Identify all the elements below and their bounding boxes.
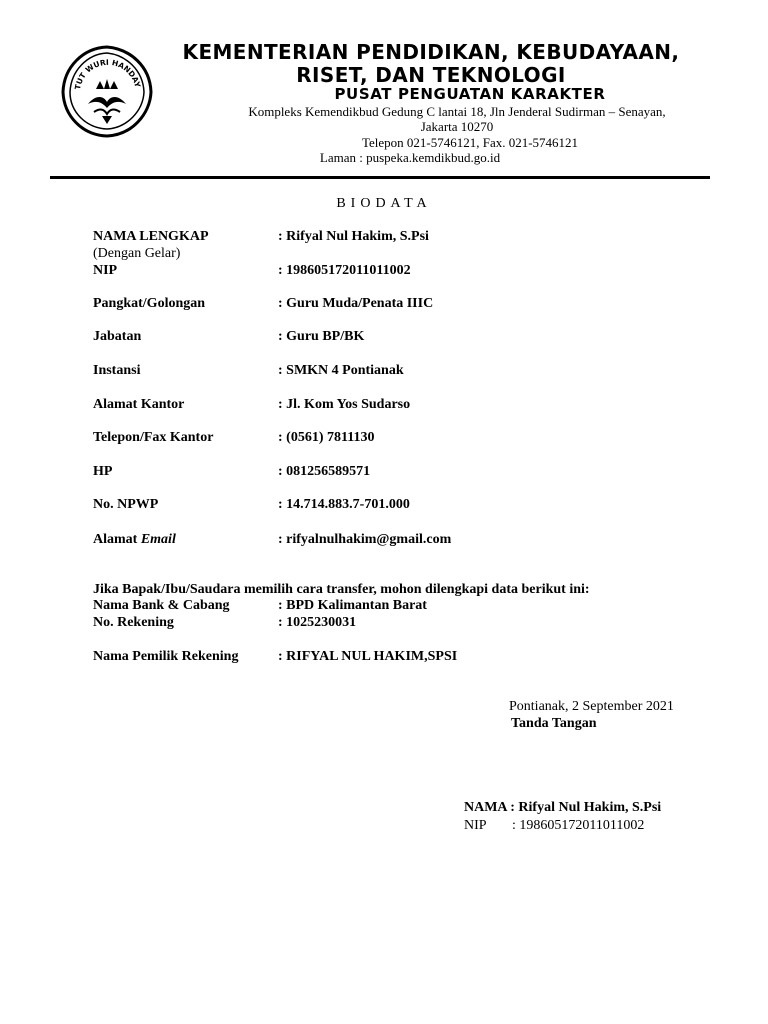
ministry-name-line1: KEMENTERIAN PENDIDIKAN, KEBUDAYAAN, (182, 40, 680, 64)
address-line2: Jakarta 10270 (420, 119, 494, 134)
signature-label: Tanda Tangan (511, 716, 597, 731)
signature-nip (464, 818, 645, 834)
field-label-plain: Alamat (93, 532, 141, 547)
field-value: : Guru Muda/Penata IIIC (278, 296, 434, 311)
field-label (93, 532, 176, 548)
signature-nip-value: : 198605172011011002 (512, 818, 645, 833)
field-label: Alamat Kantor (93, 397, 185, 412)
field-value: : rifyalnulhakim@gmail.com (278, 532, 452, 547)
field-label: Telepon/Fax Kantor (93, 430, 214, 445)
website: Laman : puspeka.kemdikbud.go.id (319, 150, 501, 165)
field-label: Jabatan (93, 329, 142, 344)
field-label: No. NPWP (93, 497, 159, 512)
field-value: : 081256589571 (278, 464, 371, 479)
ministry-name-line2: RISET, DAN TEKNOLOGI (296, 63, 566, 87)
field-value: : Rifyal Nul Hakim, S.Psi (278, 229, 429, 244)
field-value: : Guru BP/BK (278, 329, 365, 344)
signature-name: NAMA : Rifyal Nul Hakim, S.Psi (464, 800, 662, 815)
name-sublabel: (Dengan Gelar) (93, 246, 181, 261)
field-label: NAMA LENGKAP (93, 229, 209, 244)
signature-nip-label: NIP (464, 818, 487, 833)
bank-value: : BPD Kalimantan Barat (278, 598, 427, 613)
field-value: : SMKN 4 Pontianak (278, 363, 404, 378)
bank-label: No. Rekening (93, 615, 174, 630)
field-value: : 14.714.883.7-701.000 (278, 497, 410, 512)
bank-value: : RIFYAL NUL HAKIM,SPSI (278, 649, 458, 664)
signature-place-date: Pontianak, 2 September 2021 (509, 699, 674, 714)
bank-label: Nama Pemilik Rekening (93, 649, 239, 664)
field-label: Instansi (93, 363, 141, 378)
transfer-note: Jika Bapak/Ibu/Saudara memilih cara transfer, mohon dilengkapi data berikut ini: (93, 582, 590, 597)
field-value: : 198605172011011002 (278, 263, 411, 278)
field-value: : Jl. Kom Yos Sudarso (278, 397, 411, 412)
logo-motto-text: TUT WURI HANDAY (73, 57, 143, 91)
field-value: : (0561) 7811130 (278, 430, 375, 445)
field-label-italic: Email (140, 532, 176, 547)
field-label: HP (93, 464, 113, 479)
field-label: Pangkat/Golongan (93, 296, 206, 311)
letterhead-divider (50, 176, 710, 179)
field-label: NIP (93, 263, 118, 278)
center-name: PUSAT PENGUATAN KARAKTER (334, 85, 606, 103)
address-line1: Kompleks Kemendikbud Gedung C lantai 18, Jln Jenderal Sudirman – Senayan, (248, 104, 666, 119)
bank-value: : 1025230031 (278, 615, 357, 630)
phone-fax: Telepon 021-5746121, Fax. 021-5746121 (361, 135, 579, 150)
ministry-logo (58, 42, 156, 140)
document-title: BIODATA (336, 196, 432, 211)
bank-label: Nama Bank & Cabang (93, 598, 230, 613)
